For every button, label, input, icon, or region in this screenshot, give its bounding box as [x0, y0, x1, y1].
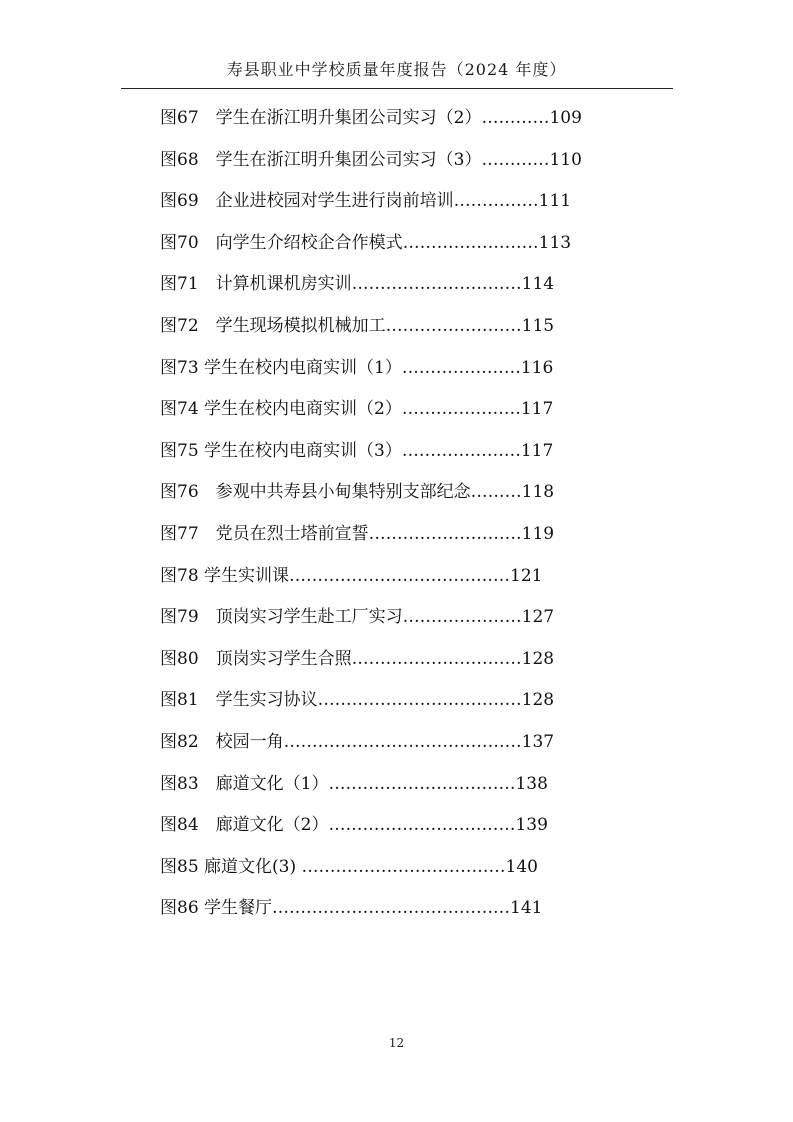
toc-entry-fig83: 图83 廊道文化（1）……………………………138	[160, 773, 548, 794]
toc-entry-fig69: 图69 企业进校园对学生进行岗前培训……………111	[160, 191, 572, 212]
toc-entry-fig68: 图68 学生在浙江明升集团公司实习（3）…………110	[160, 149, 582, 170]
toc-entry-fig82: 图82 校园一角……………………………………137	[160, 731, 555, 752]
toc-entry-fig86: 图86 学生餐厅……………………………………141	[160, 898, 543, 919]
figure-list	[160, 98, 582, 930]
toc-entry-fig75: 图75 学生在校内电商实训（3）…………………117	[160, 440, 554, 461]
toc-entry-fig72: 图72 学生现场模拟机械加工……………………115	[160, 315, 555, 336]
toc-entry-fig70: 图70 向学生介绍校企合作模式……………………113	[160, 232, 572, 253]
toc-entry-fig80: 图80 顶岗实习学生合照…………………………128	[160, 648, 555, 669]
toc-entry-fig84: 图84 廊道文化（2）……………………………139	[160, 815, 548, 836]
toc-entry-fig79: 图79 顶岗实习学生赴工厂实习…………………127	[160, 607, 555, 628]
toc-entry-fig85: 图85 廊道文化(3) ………………………………140	[160, 856, 538, 877]
header-divider	[121, 88, 673, 89]
toc-entry-fig76: 图76 参观中共寿县小甸集特别支部纪念………118	[160, 482, 555, 503]
page-number: 12	[388, 1036, 405, 1050]
toc-entry-fig67: 图67 学生在浙江明升集团公司实习（2）…………109	[160, 108, 582, 128]
toc-entry-fig73: 图73 学生在校内电商实训（1）…………………116	[160, 357, 554, 378]
toc-entry-fig71: 图71 计算机课机房实训…………………………114	[160, 274, 555, 295]
toc-entry-fig77: 图77 党员在烈士塔前宣誓………………………119	[160, 523, 555, 544]
page-header-title: 寿县职业中学校质量年度报告（2024 年度）	[226, 60, 567, 79]
toc-entry-fig74: 图74 学生在校内电商实训（2）…………………117	[160, 399, 554, 420]
toc-entry-fig78: 图78 学生实训课…………………………………121	[160, 565, 543, 586]
toc-entry-fig81: 图81 学生实习协议………………………………128	[160, 690, 555, 711]
